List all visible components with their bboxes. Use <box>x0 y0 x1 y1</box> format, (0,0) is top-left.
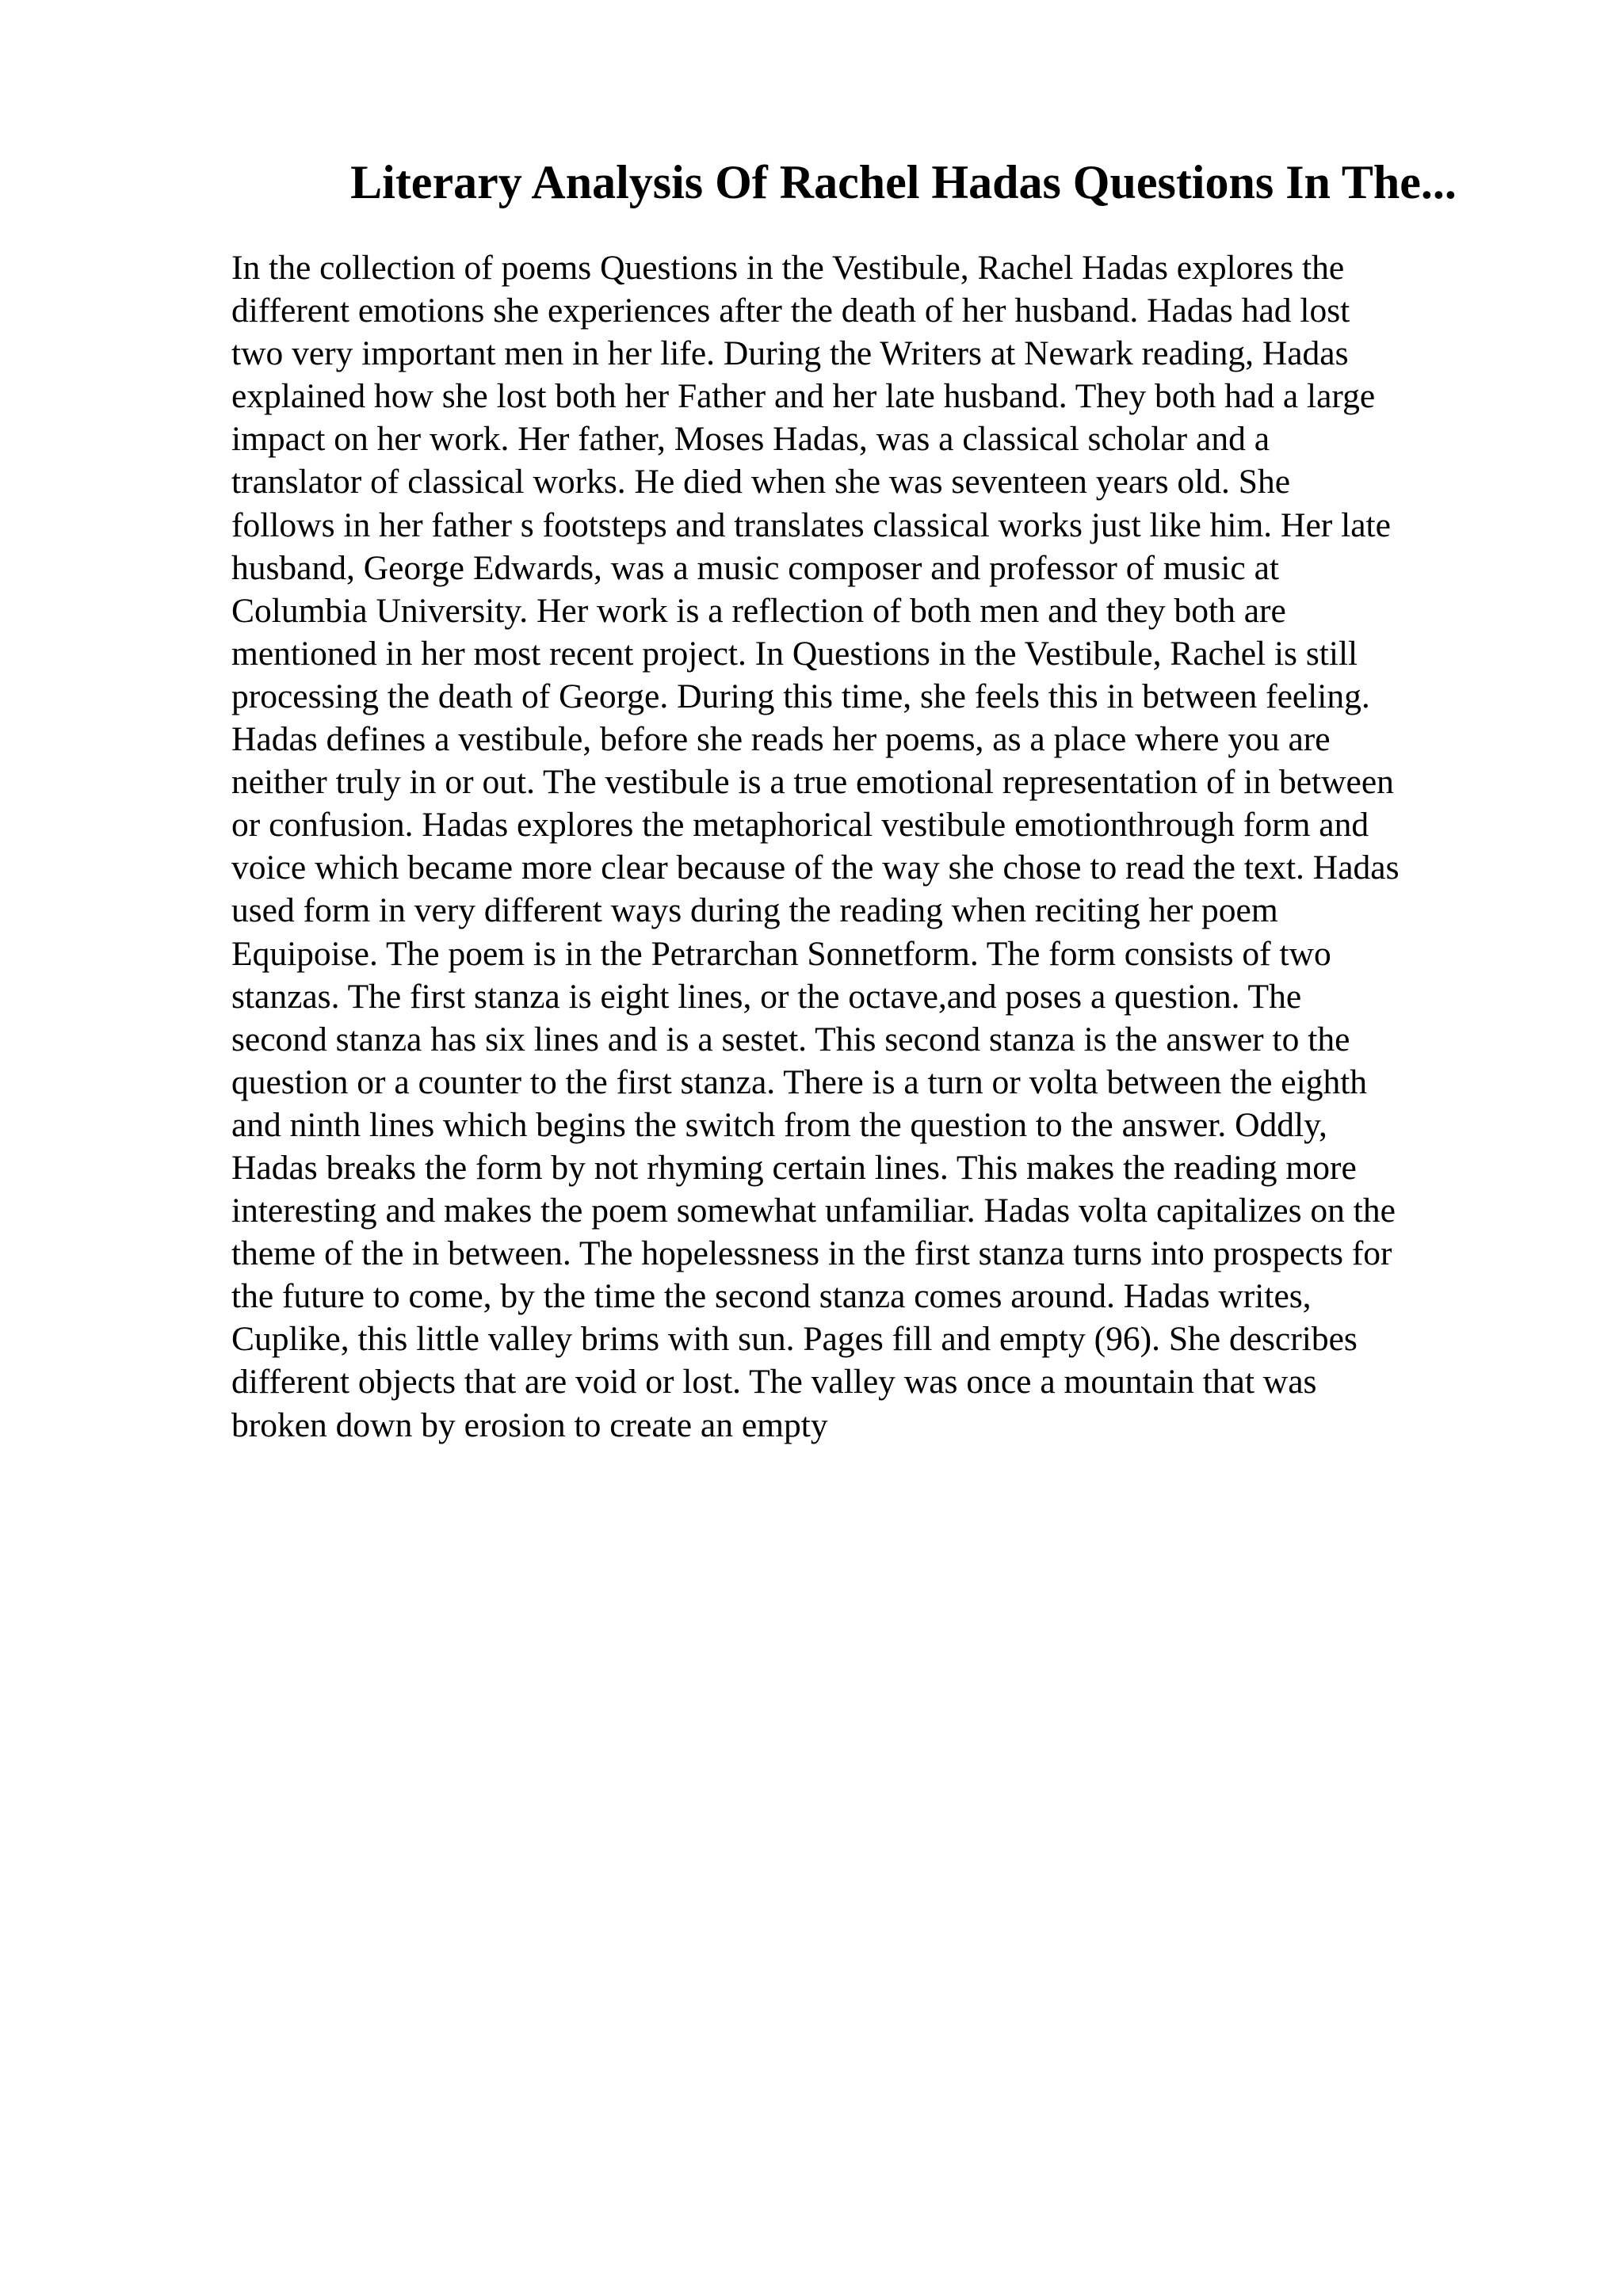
text-line: Hadas breaks the form by not rhyming certain lines. This makes the reading more <box>231 1148 1357 1187</box>
text-line: translator of classical works. He died when she was seventeen years old. She <box>231 463 1291 502</box>
text-line: In the collection of poems Questions in the Vestibule, Rachel Hadas explores the <box>231 249 1345 287</box>
document-title: Literary Analysis Of Rachel Hadas Questions In The... <box>350 156 1457 208</box>
text-line: different objects that are void or lost. The valley was once a mountain that was <box>231 1363 1317 1402</box>
text-line: broken down by erosion to create an empty <box>231 1405 828 1444</box>
text-line: voice which became more clear because of the way she chose to read the text. Hadas <box>231 849 1400 887</box>
text-line: different emotions she experiences after the death of her husband. Hadas had lost <box>231 292 1350 330</box>
body-paragraph <box>231 246 1499 1447</box>
text-line: impact on her work. Her father, Moses Hadas, was a classical scholar and a <box>231 420 1270 459</box>
text-line: mentioned in her most recent project. In Questions in the Vestibule, Rachel is still <box>231 634 1358 673</box>
text-line: Equipoise. The poem is in the Petrarchan Sonnetform. The form consists of two <box>231 934 1331 973</box>
text-line: processing the death of George. During this time, she feels this in between feeling. <box>231 677 1370 715</box>
text-line: the future to come, by the time the second stanza comes around. Hadas writes, <box>231 1277 1312 1316</box>
text-line: Cuplike, this little valley brims with sun. Pages fill and empty (96). She describes <box>231 1320 1358 1359</box>
text-line: second stanza has six lines and is a sestet. This second stanza is the answer to the <box>231 1020 1350 1058</box>
text-line: two very important men in her life. During the Writers at Newark reading, Hadas <box>231 334 1349 373</box>
text-line: husband, George Edwards, was a music composer and professor of music at <box>231 548 1279 587</box>
text-line: stanzas. The first stanza is eight lines, or the octave,and poses a question. The <box>231 977 1302 1016</box>
text-line: question or a counter to the first stanza. There is a turn or volta between the eighth <box>231 1062 1368 1101</box>
text-line: Hadas defines a vestibule, before she reads her poems, as a place where you are <box>231 720 1331 759</box>
text-line: follows in her father s footsteps and translates classical works just like him. Her late <box>231 505 1391 544</box>
text-line: used form in very different ways during the reading when reciting her poem <box>231 891 1278 930</box>
text-line: interesting and makes the poem somewhat unfamiliar. Hadas volta capitalizes on the <box>231 1192 1396 1230</box>
text-line: explained how she lost both her Father and her late husband. They both had a large <box>231 377 1376 416</box>
text-line: theme of the in between. The hopelessness in the first stanza turns into prospects for <box>231 1234 1392 1273</box>
text-line: Columbia University. Her work is a reflection of both men and they both are <box>231 591 1286 630</box>
text-line: and ninth lines which begins the switch from the question to the answer. Oddly, <box>231 1105 1327 1144</box>
text-line: or confusion. Hadas explores the metaphorical vestibule emotionthrough form and <box>231 806 1369 845</box>
text-line: neither truly in or out. The vestibule is a true emotional representation of in between <box>231 763 1394 802</box>
